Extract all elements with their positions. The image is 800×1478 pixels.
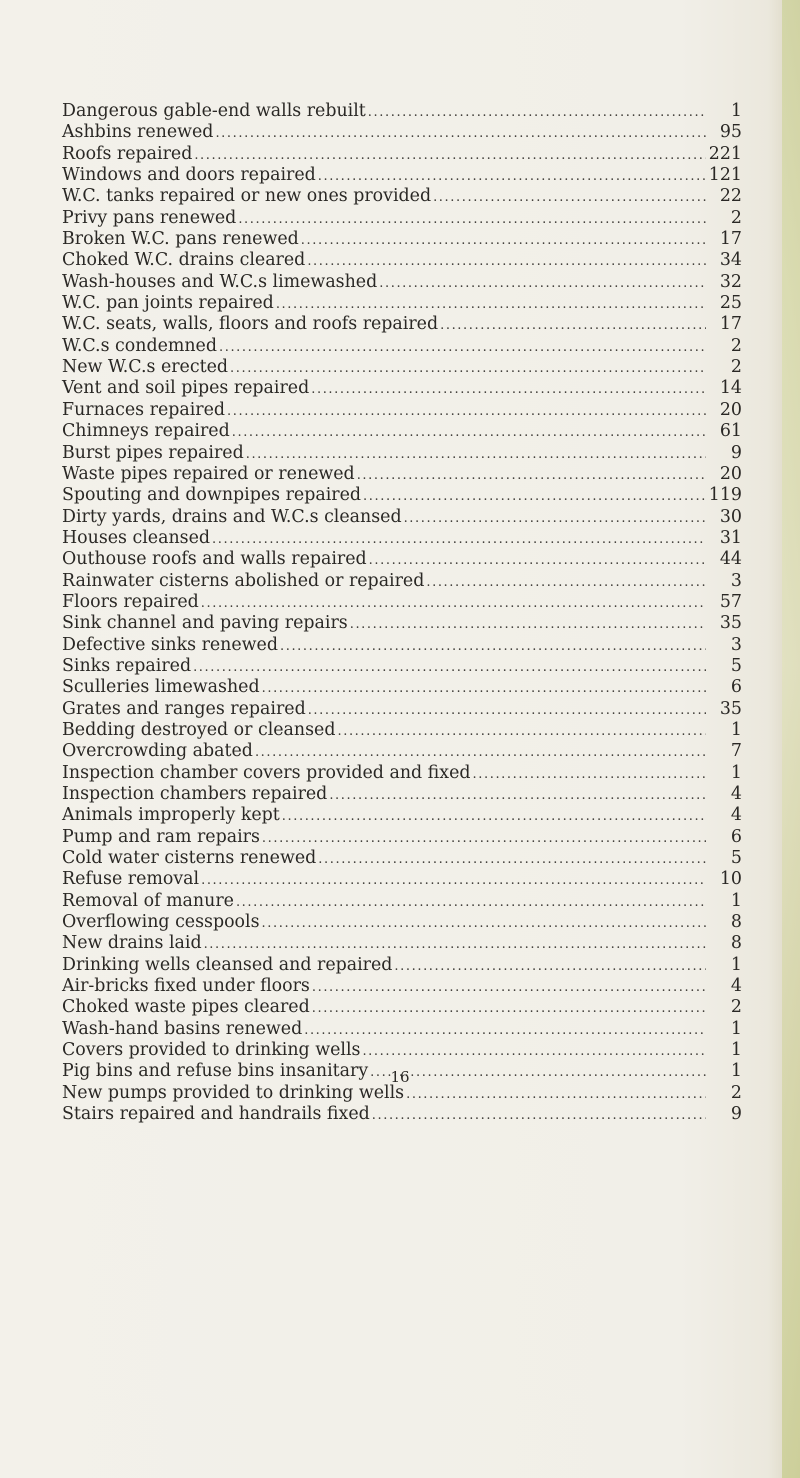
- item-label: Overcrowding abated: [62, 741, 253, 762]
- dot-leader: [335, 721, 706, 742]
- list-item: [62, 613, 742, 634]
- item-label: W.C. tanks repaired or new ones provided: [62, 186, 432, 207]
- item-label: Chimneys repaired: [62, 421, 230, 442]
- item-label: Rainwater cisterns abolished or repaired: [62, 570, 425, 591]
- item-label: Choked W.C. drains cleared: [62, 250, 306, 271]
- list-item: [62, 741, 742, 762]
- dot-leader: [202, 934, 706, 955]
- item-value: 5: [730, 848, 742, 869]
- list-item: [62, 528, 742, 549]
- list-item: [62, 186, 742, 207]
- page-number: 16: [390, 1068, 410, 1086]
- item-label: W.C. pan joints repaired: [62, 293, 274, 314]
- dot-leader: [236, 209, 706, 230]
- item-value: 3: [730, 634, 742, 655]
- list-item: [62, 805, 742, 826]
- item-value: 17: [719, 314, 742, 335]
- item-label: Overflowing cesspools: [62, 912, 260, 933]
- list-item: [62, 1019, 742, 1040]
- item-label: Animals improperly kept: [62, 805, 280, 826]
- item-value: 6: [730, 677, 742, 698]
- list-item: [62, 507, 742, 528]
- item-label: Dirty yards, drains and W.C.s cleansed: [62, 506, 402, 527]
- list-item: [62, 101, 742, 122]
- item-value: 35: [719, 613, 742, 634]
- list-item: [62, 122, 742, 143]
- item-value: 25: [719, 293, 742, 314]
- dot-leader: [392, 956, 706, 977]
- list-item: [62, 144, 742, 165]
- item-value: 8: [730, 912, 742, 933]
- item-value: 2: [730, 997, 742, 1018]
- dot-leader: [210, 529, 706, 550]
- item-value: 4: [730, 976, 742, 997]
- item-value: 7: [730, 741, 742, 762]
- list-item: [62, 571, 742, 592]
- dot-leader: [228, 358, 706, 379]
- dot-leader: [402, 508, 706, 529]
- item-label: Privy pans renewed: [62, 207, 237, 228]
- dot-leader: [327, 785, 706, 806]
- item-label: Refuse removal: [62, 869, 200, 890]
- dot-leader: [431, 187, 706, 208]
- list-item: [62, 208, 742, 229]
- item-value: 4: [730, 784, 742, 804]
- list-item: [62, 848, 742, 869]
- item-label: Inspection chambers repaired: [62, 784, 328, 804]
- dot-leader: [230, 422, 706, 443]
- item-label: Floors repaired: [62, 591, 199, 612]
- dot-leader: [260, 913, 706, 934]
- item-label: Removal of manure: [62, 890, 234, 911]
- item-value: 14: [719, 378, 742, 399]
- item-value: 22: [719, 186, 742, 207]
- page-edge: [782, 0, 800, 1478]
- dot-leader: [278, 636, 706, 657]
- item-label: Burst pipes repaired: [62, 442, 244, 463]
- dot-leader: [280, 806, 706, 827]
- item-label: Wash-houses and W.C.s limewashed: [62, 271, 378, 292]
- item-label: New W.C.s erected: [62, 357, 228, 378]
- item-value: 1: [730, 1018, 742, 1039]
- item-label: Inspection chamber covers provided and fixed: [62, 762, 471, 783]
- list-item: [62, 421, 742, 442]
- item-value: 20: [719, 463, 742, 484]
- item-value: 121: [708, 165, 742, 186]
- dot-leader: [310, 998, 706, 1019]
- dot-leader: [302, 1020, 706, 1041]
- item-label: Ashbins renewed: [62, 122, 214, 143]
- item-value: 9: [730, 442, 742, 463]
- list-item: [62, 357, 742, 378]
- dot-leader: [355, 465, 706, 486]
- item-value: 119: [708, 485, 742, 506]
- item-label: W.C. seats, walls, floors and roofs repaired: [62, 314, 439, 335]
- list-item: [62, 997, 742, 1018]
- list-item: [62, 763, 742, 784]
- item-value: 2: [730, 207, 742, 228]
- item-label: Spouting and downpipes repaired: [62, 485, 362, 506]
- list-item: [62, 912, 742, 933]
- item-label: Roofs repaired: [62, 143, 193, 164]
- list-item: [62, 1040, 742, 1061]
- item-value: 61: [719, 421, 742, 442]
- item-value: 1: [730, 954, 742, 975]
- item-value: 3: [730, 570, 742, 591]
- list-item: [62, 250, 742, 271]
- item-label: Houses cleansed: [62, 527, 211, 548]
- item-value: 20: [719, 399, 742, 420]
- list-item: [62, 314, 742, 335]
- item-label: Furnaces repaired: [62, 399, 226, 420]
- list-item: [62, 485, 742, 506]
- item-value: 32: [719, 271, 742, 292]
- item-value: 2: [730, 357, 742, 378]
- list-item: [62, 336, 742, 357]
- item-label: Sinks repaired: [62, 655, 192, 676]
- item-label: Pig bins and refuse bins insanitary: [62, 1061, 369, 1082]
- item-value: 9: [730, 1104, 742, 1125]
- list-item: [62, 378, 742, 399]
- dot-leader: [260, 678, 706, 699]
- item-value: 17: [719, 229, 742, 250]
- list-item: [62, 784, 742, 805]
- list-item: [62, 1104, 742, 1125]
- item-value: 57: [719, 591, 742, 612]
- item-label: Bedding destroyed or cleansed: [62, 719, 336, 740]
- dot-leader: [471, 764, 706, 785]
- item-label: Outhouse roofs and walls repaired: [62, 549, 367, 570]
- list-item: [62, 400, 742, 421]
- list-item: [62, 955, 742, 976]
- item-value: 1: [730, 719, 742, 740]
- dot-leader: [260, 828, 706, 849]
- item-label: New pumps provided to drinking wells: [62, 1082, 405, 1103]
- item-label: Stairs repaired and handrails fixed: [62, 1104, 370, 1125]
- dot-leader: [191, 657, 706, 678]
- list-item: [62, 464, 742, 485]
- item-value: 221: [708, 143, 742, 164]
- list-item: [62, 592, 742, 613]
- item-label: Air-bricks fixed under floors: [62, 976, 310, 997]
- list-item: [62, 699, 742, 720]
- item-value: 1: [730, 101, 742, 121]
- dot-leader: [309, 379, 706, 400]
- dot-leader: [299, 230, 706, 251]
- list-item: [62, 293, 742, 314]
- dot-leader: [316, 849, 706, 870]
- dot-leader: [213, 123, 706, 144]
- list-item: [62, 976, 742, 997]
- list-item: [62, 635, 742, 656]
- item-value: 31: [719, 527, 742, 548]
- dot-leader: [348, 614, 706, 635]
- item-value: 1: [730, 1061, 742, 1082]
- item-label: Pump and ram repairs: [62, 826, 260, 847]
- item-value: 6: [730, 826, 742, 847]
- item-value: 5: [730, 655, 742, 676]
- item-label: Windows and doors repaired: [62, 165, 316, 186]
- dot-leader: [306, 700, 706, 721]
- sanitary-works-list: [62, 101, 742, 1126]
- item-label: Sculleries limewashed: [62, 677, 260, 698]
- item-value: 2: [730, 1082, 742, 1103]
- item-label: New drains laid: [62, 933, 202, 954]
- list-item: [62, 891, 742, 912]
- dot-leader: [377, 273, 706, 294]
- list-item: [62, 869, 742, 890]
- item-value: 30: [719, 506, 742, 527]
- item-value: 1: [730, 1040, 742, 1061]
- dot-leader: [404, 1084, 706, 1105]
- list-item: [62, 165, 742, 186]
- list-item: [62, 443, 742, 464]
- dot-leader: [361, 486, 706, 507]
- list-item: [62, 1083, 742, 1104]
- dot-leader: [225, 401, 706, 422]
- list-item: [62, 720, 742, 741]
- item-value: 34: [719, 250, 742, 271]
- dot-leader: [367, 550, 706, 571]
- item-value: 2: [730, 335, 742, 356]
- dot-leader: [244, 444, 706, 465]
- item-label: Dangerous gable-end walls rebuilt: [62, 101, 366, 121]
- dot-leader: [366, 102, 706, 123]
- item-label: Vent and soil pipes repaired: [62, 378, 310, 399]
- item-label: Cold water cisterns renewed: [62, 848, 317, 869]
- dot-leader: [217, 337, 706, 358]
- item-label: W.C.s condemned: [62, 335, 217, 356]
- item-value: 44: [719, 549, 742, 570]
- item-label: Broken W.C. pans renewed: [62, 229, 299, 250]
- item-value: 1: [730, 890, 742, 911]
- list-item: [62, 656, 742, 677]
- list-item: [62, 677, 742, 698]
- dot-leader: [234, 892, 706, 913]
- item-value: 4: [730, 805, 742, 826]
- dot-leader: [199, 593, 706, 614]
- dot-leader: [370, 1105, 706, 1126]
- item-label: Grates and ranges repaired: [62, 698, 306, 719]
- dot-leader: [199, 870, 706, 891]
- item-label: Covers provided to drinking wells: [62, 1040, 361, 1061]
- list-item: [62, 549, 742, 570]
- item-value: 8: [730, 933, 742, 954]
- list-item: [62, 933, 742, 954]
- item-label: Sink channel and paving repairs: [62, 613, 348, 634]
- dot-leader: [192, 145, 706, 166]
- dot-leader: [424, 572, 706, 593]
- item-label: Choked waste pipes cleared: [62, 997, 310, 1018]
- dot-leader: [305, 251, 706, 272]
- dot-leader: [316, 166, 706, 187]
- dot-leader: [274, 294, 706, 315]
- list-item: [62, 827, 742, 848]
- item-label: Drinking wells cleansed and repaired: [62, 954, 393, 975]
- list-item: [62, 272, 742, 293]
- item-label: Waste pipes repaired or renewed: [62, 463, 355, 484]
- item-value: 10: [719, 869, 742, 890]
- dot-leader: [310, 977, 706, 998]
- dot-leader: [438, 315, 706, 336]
- dot-leader: [360, 1041, 706, 1062]
- item-value: 35: [719, 698, 742, 719]
- item-label: Wash-hand basins renewed: [62, 1018, 303, 1039]
- dot-leader: [253, 742, 706, 763]
- item-value: 95: [719, 122, 742, 143]
- item-label: Defective sinks renewed: [62, 634, 278, 655]
- list-item: [62, 229, 742, 250]
- item-value: 1: [730, 762, 742, 783]
